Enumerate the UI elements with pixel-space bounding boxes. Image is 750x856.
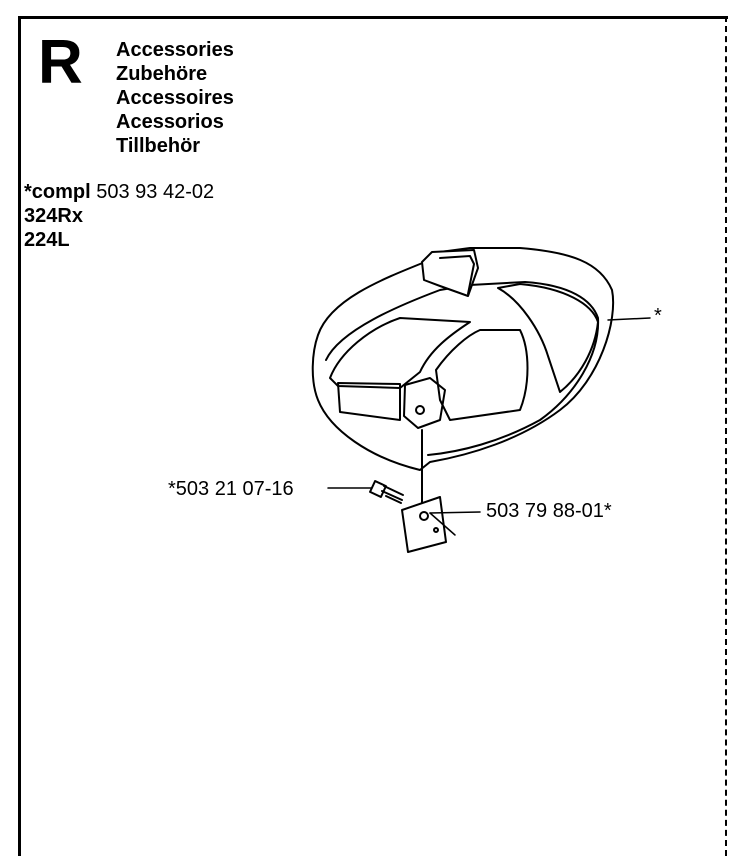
title-en: Accessories (116, 39, 234, 61)
title-fr: Accessoires (116, 87, 234, 109)
callout-bolt: *503 21 07-16 (168, 478, 294, 500)
leader-guard (608, 318, 650, 320)
bolt-icon (370, 481, 403, 503)
leader-plate (430, 512, 480, 513)
plate-icon (402, 497, 446, 552)
section-letter: R (38, 28, 83, 97)
title-sv: Tillbehör (116, 135, 201, 157)
title-pt: Acessorios (116, 111, 224, 133)
compl-number: 503 93 42-02 (96, 181, 215, 203)
model-224l: 224L (24, 229, 70, 251)
callout-guard: * (654, 305, 662, 327)
model-324rx: 324Rx (24, 205, 83, 227)
title-de: Zubehöre (116, 63, 208, 85)
callout-plate: 503 79 88-01* (486, 500, 612, 522)
compl-label: *compl (24, 181, 91, 203)
